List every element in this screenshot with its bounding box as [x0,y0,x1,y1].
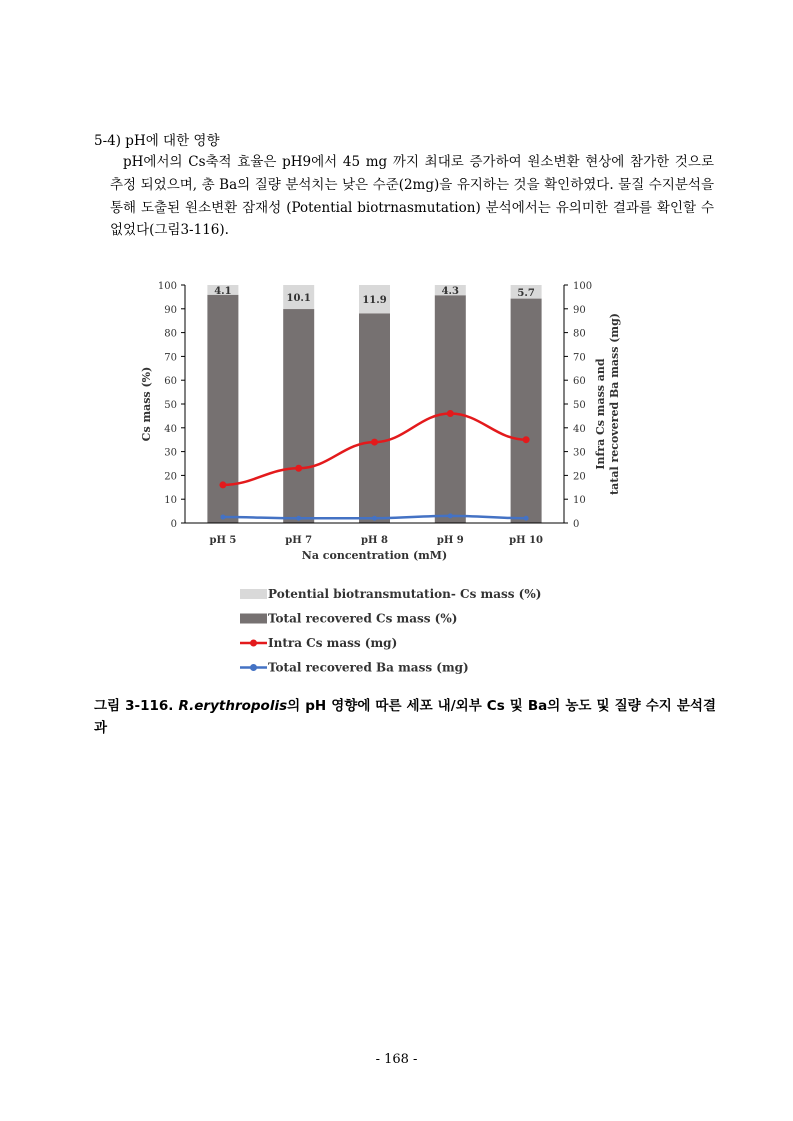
y-tick-label-right: 50 [573,400,586,411]
bar-total-recovered-cs [511,299,542,523]
y-tick-label-right: 0 [573,519,580,530]
y-tick-label-left: 90 [164,304,177,316]
legend-intra-cs-mass-label: Intra Cs mass (mg) [268,636,398,650]
bar-data-label: 4.1 [214,285,232,297]
y-tick-label-left: 80 [164,328,177,340]
y-tick-label-left: 10 [164,495,177,507]
y-tick-label-right: 10 [573,495,586,507]
legend-total-recovered-ba-mass-marker [250,664,257,671]
caption-prefix: 그림 3-116. [94,698,179,714]
y-tick-label-left: 40 [164,423,177,435]
intra-cs-mass-point [447,410,454,417]
x-tick-label: pH 7 [285,535,313,546]
page-number: - 168 - [375,1052,418,1067]
total-recovered-ba-mass-point [372,516,377,521]
bar-data-label: 4.3 [441,286,460,298]
y-tick-label-right: 100 [573,281,593,292]
legend-intra-cs-mass-marker [250,640,257,647]
bar-data-label: 5.7 [517,287,535,299]
y-tick-label-right: 80 [573,328,586,340]
bar-total-recovered-cs [283,309,314,523]
x-axis-label: Na concentration (mM) [301,549,448,562]
total-recovered-ba-mass-point [524,516,529,521]
legend-total-recovered-ba-mass-label: Total recovered Ba mass (mg) [268,660,469,675]
body-paragraph: pH에서의 Cs축적 효율은 pH9에서 45 mg 까지 최대로 증가하여 원소변환 현상에 참가한 것으로 추정 되었으며, 총 Ba의 질량 분석치는 낮은 수준(2mg)을 유지하는 것을 확인하였다. 물질 수지분석을 통해 도출된 원소변환 잠재성 (Potential biotrnasmutation) 분석에서는 유의미한 결과를 확인할 수 없었다(그림3-116). [110,154,714,239]
y-tick-label-left: 100 [157,281,177,292]
bar-total-recovered-cs [207,295,238,523]
intra-cs-mass-point [523,436,530,443]
y-tick-label-right: 70 [573,352,586,364]
y-tick-label-left: 20 [164,471,177,483]
total-recovered-ba-mass-point [448,513,453,518]
y-tick-label-right: 20 [573,471,586,483]
y-tick-label-left: 50 [164,400,177,411]
y-tick-label-right: 90 [573,304,586,316]
y-tick-label-left: 60 [164,376,177,388]
bar-data-label: 11.9 [362,295,387,307]
intra-cs-mass-point [219,481,226,488]
section-heading: 5-4) pH에 대한 영향 [94,133,220,149]
legend-total-recovered-cs-swatch [240,614,267,624]
x-tick-label: pH 5 [209,535,237,546]
intra-cs-mass-point [371,439,378,446]
bar-data-label: 10.1 [286,293,311,305]
caption-species: R.erythropolis [178,698,288,714]
y-tick-label-left: 70 [164,352,177,364]
y-tick-label-left: 0 [170,519,177,530]
legend-total-recovered-cs-label: Total recovered Cs mass (%) [268,611,458,626]
legend-potential-biotransmutation-swatch [240,589,267,599]
bar-total-recovered-cs [435,295,466,523]
y-axis-label-right-line1: Infra Cs mass and [594,358,607,470]
y-tick-label-right: 40 [573,423,586,435]
y-tick-label-right: 30 [573,447,586,459]
x-tick-label: pH 8 [361,535,388,546]
y-tick-label-left: 30 [164,447,177,459]
y-axis-label-left: Cs mass (%) [140,366,153,442]
x-tick-label: pH 10 [509,535,544,546]
figure-caption [94,695,716,739]
caption-rest: 의 pH 영향에 따른 세포 내/외부 Cs 및 Ba의 농도 및 질량 수지 분석결과 [94,698,716,736]
intra-cs-mass-point [295,465,302,472]
legend-potential-biotransmutation-label: Potential biotransmutation- Cs mass (%) [268,587,542,601]
total-recovered-ba-mass-point [296,516,301,521]
y-tick-label-right: 60 [573,376,586,388]
y-axis-label-right-line2: tatal recovered Ba mass (mg) [608,313,621,495]
x-tick-label: pH 9 [436,535,464,546]
total-recovered-ba-mass-point [220,515,225,520]
bar-total-recovered-cs [359,313,390,523]
